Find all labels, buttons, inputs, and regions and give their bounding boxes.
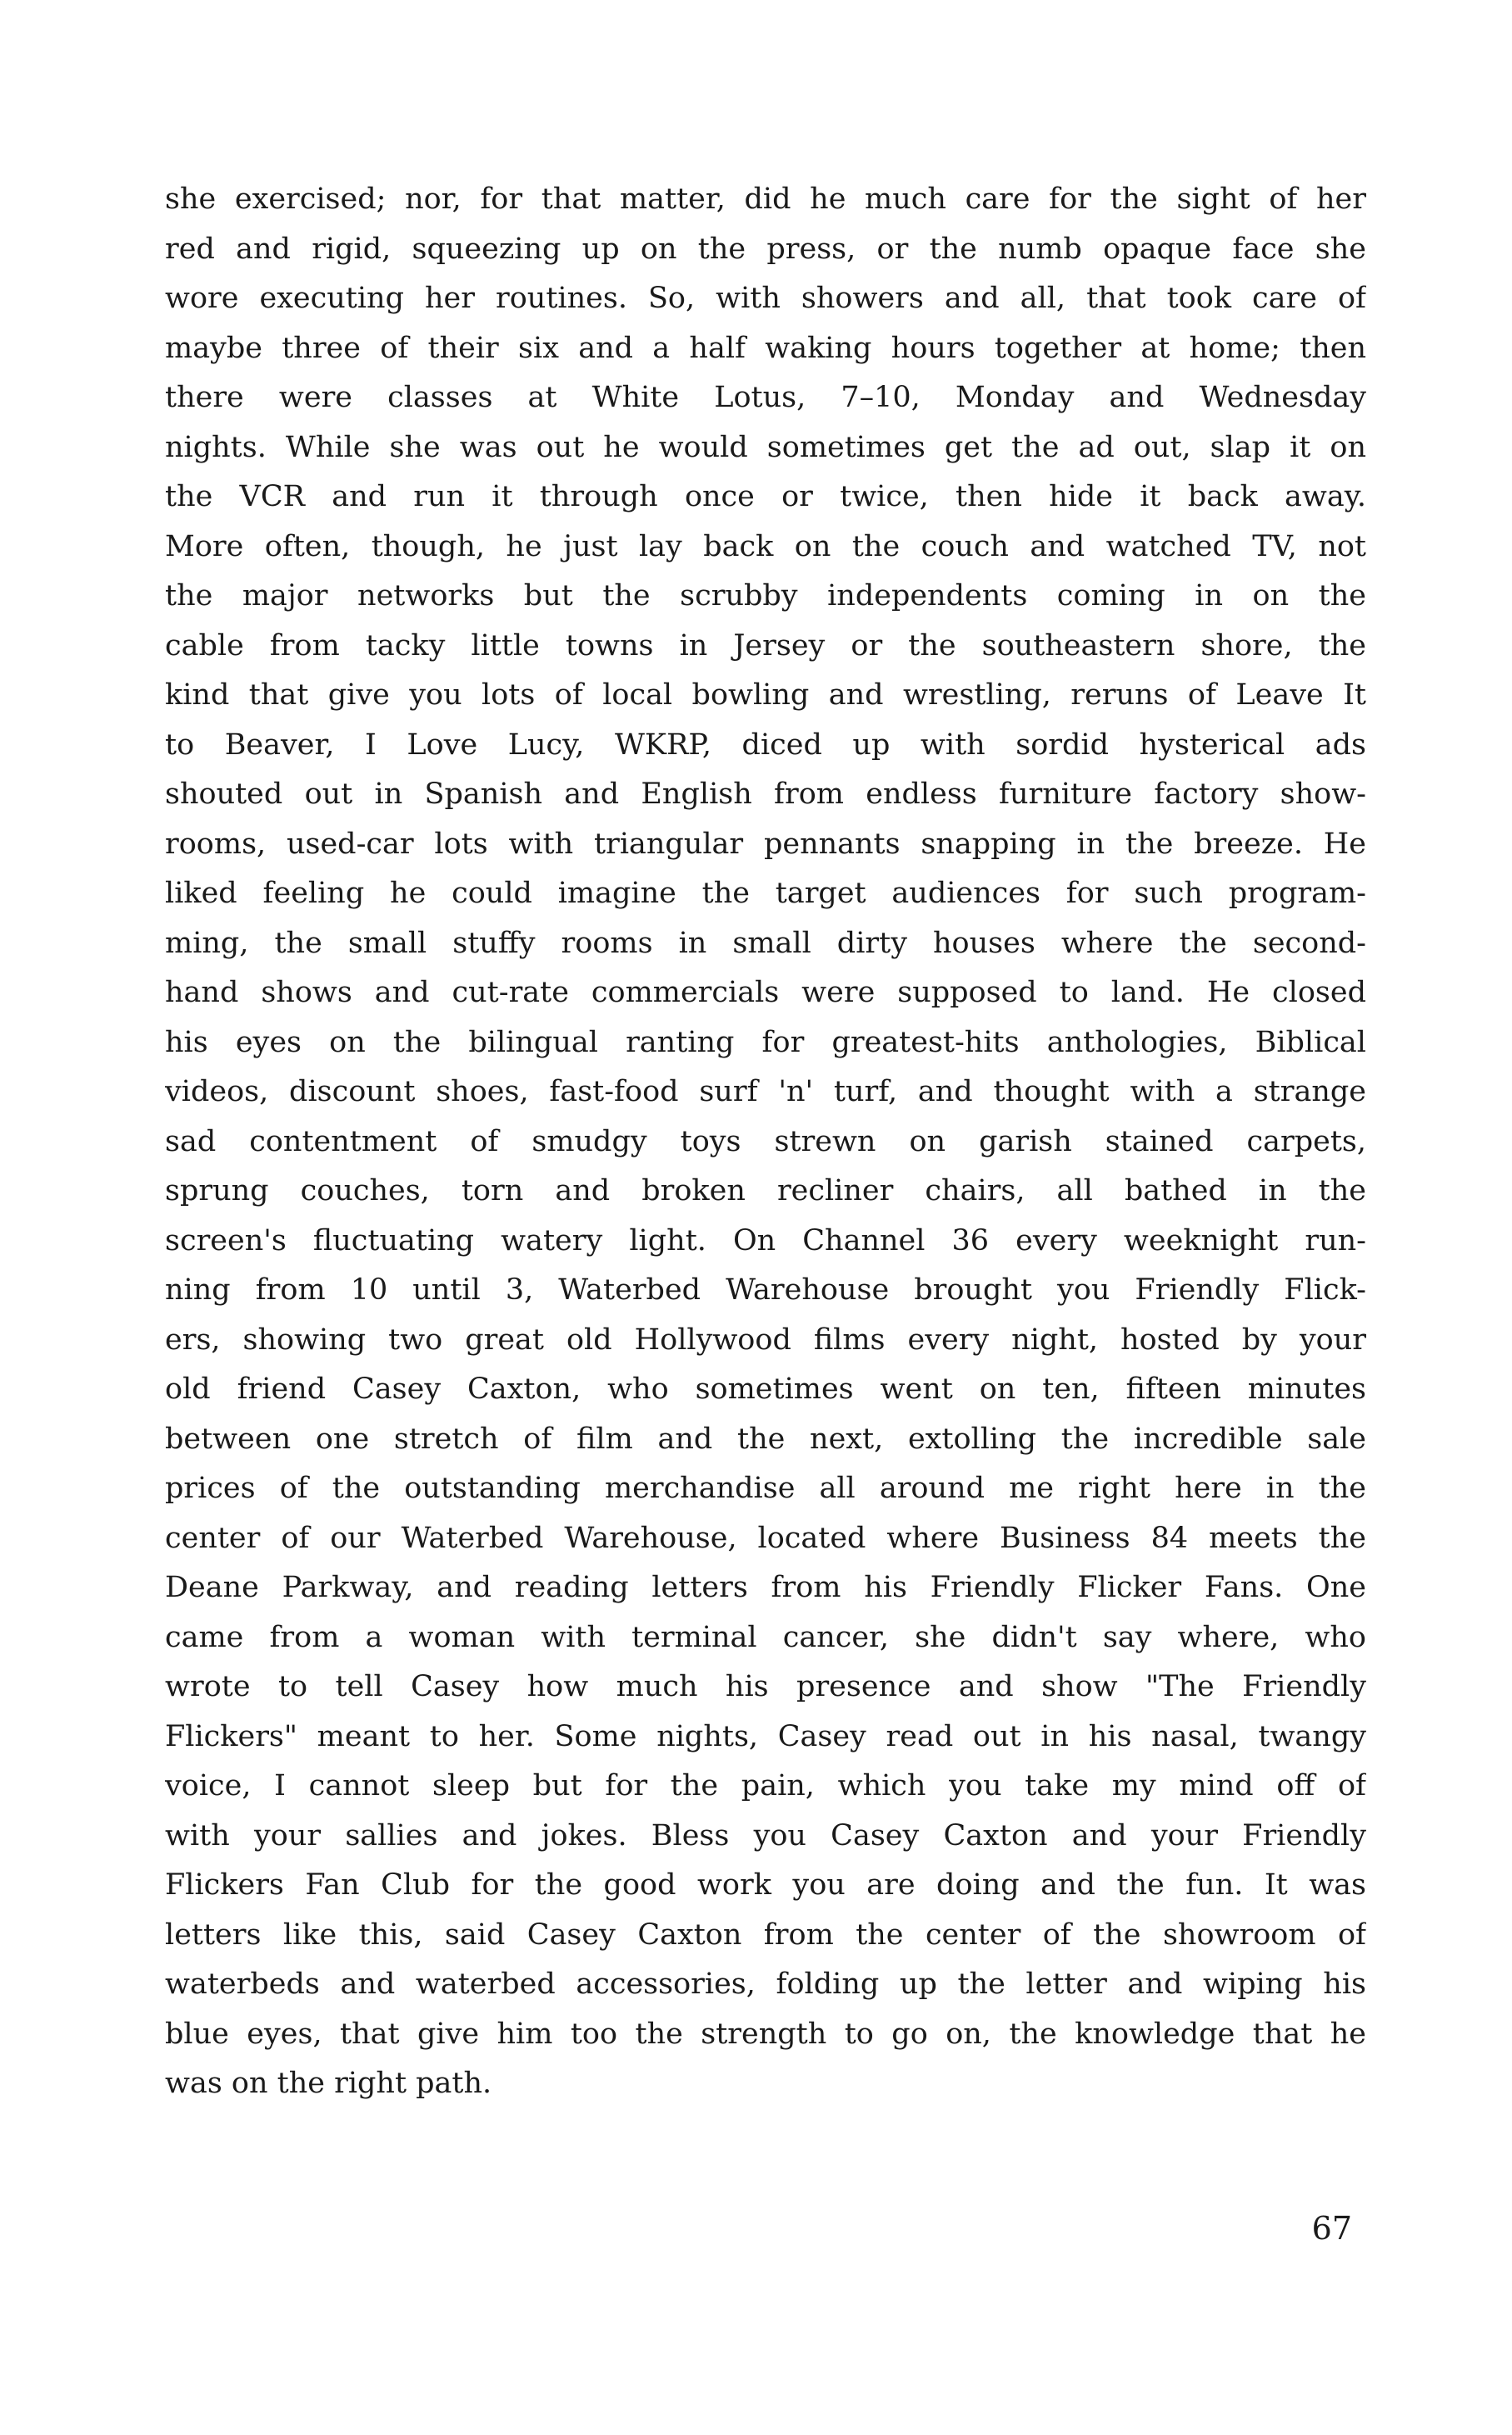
text-line: ning from 10 until 3, Waterbed Warehouse brought you Friendly Flick- (165, 1273, 1366, 1307)
text-line: red and rigid, squeezing up on the press, or the numb opaque face she (165, 232, 1366, 266)
text-line: shouted out in Spanish and English from endless furniture factory show- (165, 778, 1366, 811)
text-line: wrote to tell Casey how much his presence and show "The Friendly (165, 1670, 1366, 1703)
text-line: wore executing her routines. So, with showers and all, that took care of (165, 282, 1366, 315)
text-line: old friend Casey Caxton, who sometimes went on ten, fifteen minutes (165, 1372, 1366, 1406)
text-line: ers, showing two great old Hollywood films every night, hosted by your (165, 1322, 1366, 1357)
text-line: prices of the outstanding merchandise all around me right here in the (165, 1472, 1366, 1505)
text-line: cable from tacky little towns in Jersey or the southeastern shore, the (165, 628, 1366, 662)
text-line: More often, though, he just lay back on the couch and watched TV, not (165, 529, 1366, 563)
text-line: the major networks but the scrubby independents coming in on the (165, 579, 1366, 612)
text-line: Flickers" meant to her. Some nights, Casey read out in his nasal, twangy (165, 1719, 1366, 1753)
text-line: Deane Parkway, and reading letters from his Friendly Flicker Fans. One (165, 1571, 1366, 1604)
text-line: maybe three of their six and a half waking hours together at home; then (165, 331, 1366, 365)
text-line: the VCR and run it through once or twice, then hide it back away. (165, 480, 1366, 513)
body-text (165, 175, 1366, 2109)
text-line: sad contentment of smudgy toys strewn on garish stained carpets, (165, 1124, 1366, 1158)
text-line: hand shows and cut-rate commercials were supposed to land. He closed (165, 976, 1366, 1009)
text-line: came from a woman with terminal cancer, she didn't say where, who (165, 1620, 1366, 1654)
text-line: voice, I cannot sleep but for the pain, which you take my mind off of (165, 1769, 1366, 1802)
text-line: nights. While she was out he would sometimes get the ad out, slap it on (165, 430, 1366, 464)
text-line: videos, discount shoes, fast-food surf 'n' turf, and thought with a strange (165, 1075, 1366, 1108)
text-line: ming, the small stuffy rooms in small dirty houses where the second- (165, 926, 1366, 960)
text-line: blue eyes, that give him too the strength to go on, the knowledge that he (165, 2017, 1366, 2051)
page-number: 67 (1311, 2210, 1352, 2247)
text-line: Flickers Fan Club for the good work you are doing and the fun. It was (165, 1868, 1366, 1902)
text-line: she exercised; nor, for that matter, did he much care for the sight of her (165, 182, 1366, 216)
text-line: rooms, used-car lots with triangular pennants snapping in the breeze. He (165, 827, 1366, 861)
text-line: there were classes at White Lotus, 7–10, Monday and Wednesday (165, 381, 1366, 414)
text-line: screen's fluctuating watery light. On Channel 36 every weeknight run- (165, 1223, 1366, 1258)
text-line: his eyes on the bilingual ranting for greatest-hits anthologies, Biblical (165, 1025, 1366, 1059)
text-line: was on the right path. (165, 2067, 492, 2100)
text-line: sprung couches, torn and broken recliner chairs, all bathed in the (165, 1174, 1366, 1208)
text-line: waterbeds and waterbed accessories, folding up the letter and wiping his (165, 1968, 1366, 2001)
text-line: with your sallies and jokes. Bless you Casey Caxton and your Friendly (165, 1818, 1366, 1852)
text-line: between one stretch of film and the next, extolling the incredible sale (165, 1422, 1366, 1456)
text-line: liked feeling he could imagine the target audiences for such program- (165, 877, 1366, 910)
text-line: letters like this, said Casey Caxton from the center of the showroom of (165, 1918, 1366, 1952)
text-line: center of our Waterbed Warehouse, located where Business 84 meets the (165, 1521, 1366, 1555)
text-line: to Beaver, I Love Lucy, WKRP, diced up with sordid hysterical ads (165, 728, 1366, 762)
text-line: kind that give you lots of local bowling and wrestling, reruns of Leave It (165, 678, 1366, 712)
